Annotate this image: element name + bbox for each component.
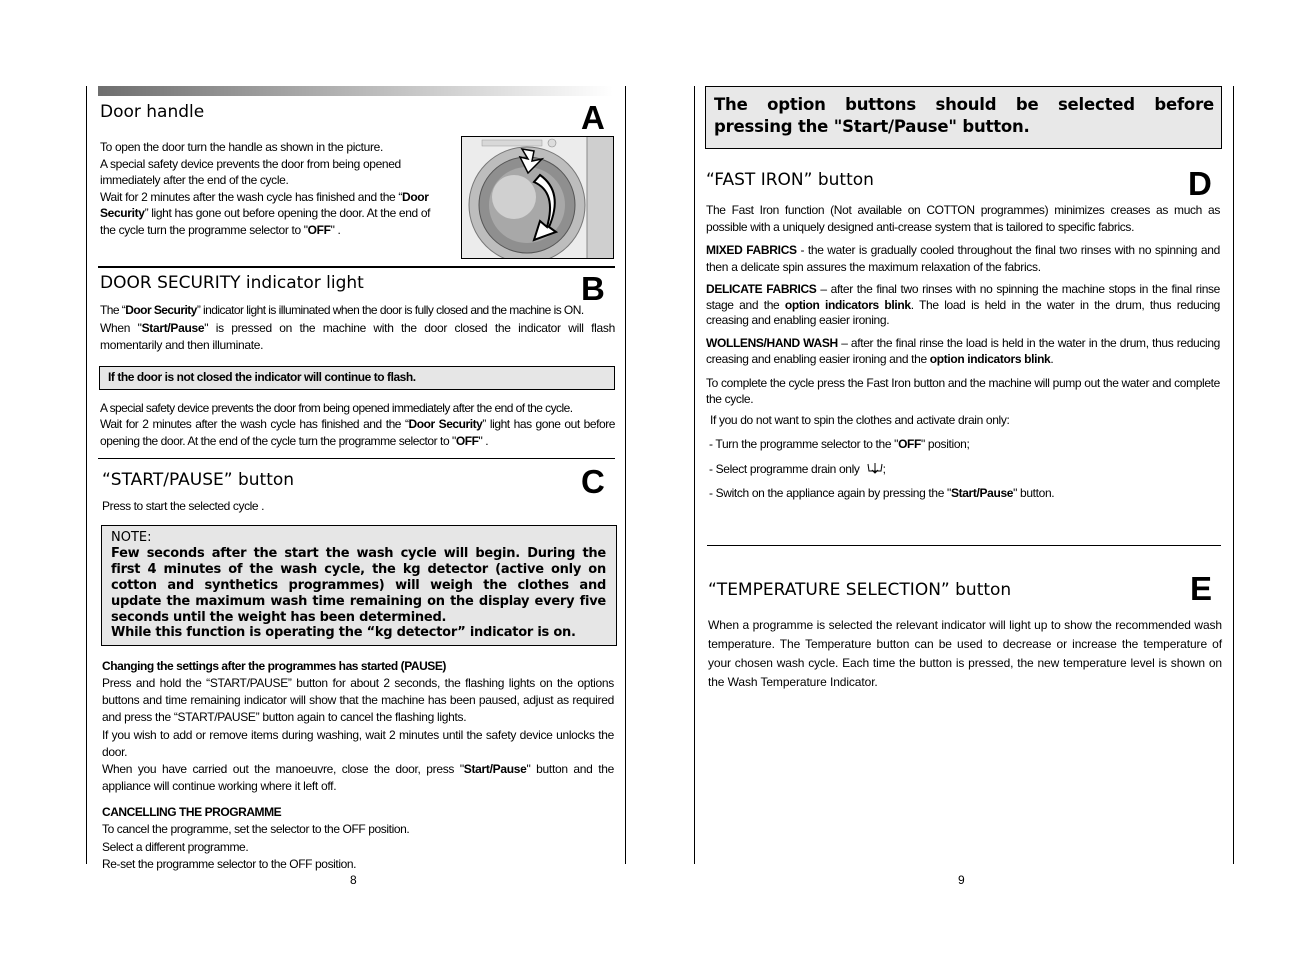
- section-a-bold: Door: [402, 189, 429, 204]
- banner-text: The option buttons should be selected before pressing the "Start/Pause" button.: [714, 95, 1214, 136]
- left-page-left-border: [86, 86, 87, 864]
- pause-p3-pre: When you have carried out the manoeuvre, close the door, press ": [102, 762, 464, 776]
- kg-detector-note-box: [101, 525, 617, 646]
- delicate-fabrics-post: . The load is held in the water in the drum, thus reducing creasing and enabling easier ironing.: [706, 297, 1220, 327]
- section-c-divider: [98, 458, 615, 459]
- cancel-line: Select a different programme.: [102, 839, 249, 854]
- pause-para-1: Press and hold the “START/PAUSE” button for about 2 seconds, the flashing lights on the options buttons and time remaining indicator will show that the machine has been paused, adjust as required and press the “START/PAUSE” button again to cancel the flashing lights.: [102, 676, 614, 724]
- section-a-bold: Security: [100, 206, 145, 220]
- section-b-p4-mid: ” light has gone out before opening the door. At the end of the cycle turn the programme selector to ": [100, 417, 615, 448]
- section-c-letter: C: [581, 463, 605, 500]
- section-c-intro: Press to start the selected cycle .: [102, 499, 265, 513]
- option-buttons-banner: [705, 86, 1222, 149]
- section-b-p4-bold2: OFF: [455, 433, 479, 448]
- section-a-line: A special safety device prevents the door from being opened: [100, 156, 401, 171]
- pause-heading-bold: PAUSE: [404, 659, 443, 673]
- step-3-pre: - Switch on the appliance again by pressing the ": [709, 486, 951, 500]
- section-b-p4-bold: Door Security: [408, 417, 483, 431]
- page-number-right: 9: [958, 873, 965, 887]
- section-b-para-3: A special safety device prevents the door from being opened immediately after the end of the cycle.: [100, 401, 573, 415]
- step-2-pre: - Select programme drain only: [709, 462, 860, 476]
- section-c-title: “START/PAUSE” button: [102, 470, 295, 490]
- woollens-text: – after the final rinse the load is held in the water in the drum, thus reducing creasing and enabling easier ironing and the: [706, 336, 1220, 366]
- section-b-p2-bold: Start/Pause: [141, 321, 205, 335]
- section-a-line: immediately after the end of the cycle.: [100, 173, 289, 187]
- cancel-line: Re-set the programme selector to the OFF position.: [102, 857, 357, 871]
- right-page-right-border: [1233, 86, 1234, 864]
- section-e-letter: E: [1190, 570, 1213, 607]
- pause-heading: [102, 658, 446, 675]
- section-d-title: “FAST IRON” button: [706, 170, 874, 190]
- step-3-bold: Start/Pause: [950, 486, 1014, 500]
- delicate-fabrics-bold: option indicators blink: [784, 297, 911, 312]
- section-d-para-1: The Fast Iron function (Not available on COTTON programmes) minimizes creases as much as possible with a uniquely designed anti-crease system that is tailored to specific fabrics.: [706, 203, 1220, 234]
- page-number-left: 8: [350, 873, 357, 887]
- section-b-p2-post: " is pressed on the machine with the door closed the indicator will flash momentarily and then illuminate.: [100, 321, 615, 352]
- washing-machine-door-icon: [462, 137, 613, 258]
- pause-heading-pre: Changing the settings after the programmes has started (: [102, 659, 405, 673]
- door-notice-text: If the door is not closed the indicator will continue to flash.: [108, 370, 416, 384]
- woollens-label: WOLLENS/HAND WASH: [706, 336, 838, 350]
- mixed-fabrics-text: - the water is gradually cooled throughout the final two rinses with no spinning and then a delicate spin assures the maximum relaxation of the fabrics.: [706, 243, 1220, 274]
- note-last: While this function is operating the “kg detector” indicator is on.: [111, 625, 576, 640]
- step-1-post: " position;: [921, 437, 970, 451]
- mixed-fabrics-label: MIXED FABRICS: [706, 243, 797, 257]
- section-b-p1-post: ” indicator light is illuminated when the door is fully closed and the machine is ON.: [196, 303, 584, 317]
- woollens-post: .: [1050, 351, 1054, 366]
- complete-cycle-para: To complete the cycle press the Fast Iron button and the machine will pump out the water and complete the cycle.: [706, 376, 1220, 406]
- note-body: Few seconds after the start the wash cycle will begin. During the first 4 minutes of the wash cycle, the kg detector (active only on cotton and synthetics programmes) will weigh the clothes and update the maximum wash time remaining on the display every five seconds until the weight has been determined.: [111, 546, 606, 625]
- cancel-heading: CANCELLING THE PROGRAMME: [102, 805, 282, 819]
- pause-para-3: [102, 761, 614, 795]
- right-page-left-border: [694, 86, 695, 864]
- section-b-divider: [98, 266, 615, 268]
- section-b-p1-pre: The “: [100, 303, 126, 317]
- woollens-bold: option indicators blink: [929, 351, 1051, 366]
- section-e-title: “TEMPERATURE SELECTION” button: [708, 580, 1012, 600]
- step-1-pre: - Turn the programme selector to the ": [709, 437, 899, 451]
- section-b-p1-bold: Door Security: [125, 303, 197, 317]
- pause-heading-post: ): [442, 659, 446, 673]
- section-b-p4-post: " .: [478, 433, 489, 448]
- section-a-line: the cycle turn the programme selector to ": [100, 222, 308, 237]
- section-a-letter: A: [581, 99, 605, 136]
- section-d-letter: D: [1188, 165, 1212, 202]
- delicate-fabrics-text: – after the final two rinses with no spinning the machine stops in the final rinse stage and the: [706, 282, 1220, 312]
- section-e-body: When a programme is selected the relevant indicator will light up to show the recommended wash temperature. The Temperature button can be used to decrease or increase the temperature of your chosen wash cycle. Each time the button is pressed, the new temperature level is shown on the Wash Temperature Indicator.: [708, 618, 1222, 689]
- section-a-bold: OFF: [307, 222, 331, 237]
- section-b-letter: B: [581, 270, 605, 307]
- drain-symbol-icon: [867, 462, 883, 474]
- section-a-line: To open the door turn the handle as shown in the picture.: [100, 140, 383, 154]
- delicate-fabrics-para: [706, 282, 1220, 329]
- section-a-line: ” light has gone out before opening the door. At the end of: [144, 206, 431, 220]
- step-2-post: ;: [882, 462, 886, 476]
- no-spin-para: If you do not want to spin the clothes and activate drain only:: [710, 413, 1010, 427]
- left-page-right-border: [625, 86, 626, 864]
- drain-step-3: [709, 485, 1054, 502]
- section-b-title: DOOR SECURITY indicator light: [100, 273, 364, 293]
- delicate-fabrics-label: DELICATE FABRICS: [706, 282, 817, 296]
- drain-step-2: [709, 461, 886, 478]
- door-notice-box: [99, 366, 615, 390]
- section-a-line: Wait for 2 minutes after the wash cycle has finished and the “: [100, 189, 403, 204]
- drain-step-1: [709, 436, 969, 453]
- cancel-line: To cancel the programme, set the selector to the OFF position.: [102, 822, 410, 836]
- door-handle-illustration: [461, 136, 614, 259]
- section-b-para-2: [100, 320, 615, 353]
- step-1-bold: OFF: [898, 437, 922, 451]
- section-b-p2-pre: When ": [100, 321, 142, 335]
- step-3-post: " button.: [1013, 486, 1055, 500]
- section-b-para-1: [100, 302, 615, 319]
- section-b-p4-pre: Wait for 2 minutes after the wash cycle has finished and the “: [100, 417, 409, 431]
- section-b-para-4: [100, 416, 615, 449]
- section-a-line: " .: [330, 222, 341, 237]
- section-a-text: [100, 139, 449, 238]
- section-e-divider: [707, 545, 1221, 546]
- cancel-lines: [102, 821, 409, 874]
- pause-p3-bold: Start/Pause: [463, 762, 527, 776]
- woollens-para: [706, 336, 1220, 367]
- section-a-title: Door handle: [100, 102, 205, 122]
- section-a-gradient-bar: [98, 86, 613, 96]
- pause-p3-post: " button and the appliance will continue working where it left off.: [102, 762, 615, 793]
- mixed-fabrics-para: [706, 242, 1220, 275]
- note-label: NOTE:: [111, 530, 152, 545]
- pause-para-2: If you wish to add or remove items during washing, wait 2 minutes until the safety device unlocks the door.: [102, 728, 614, 759]
